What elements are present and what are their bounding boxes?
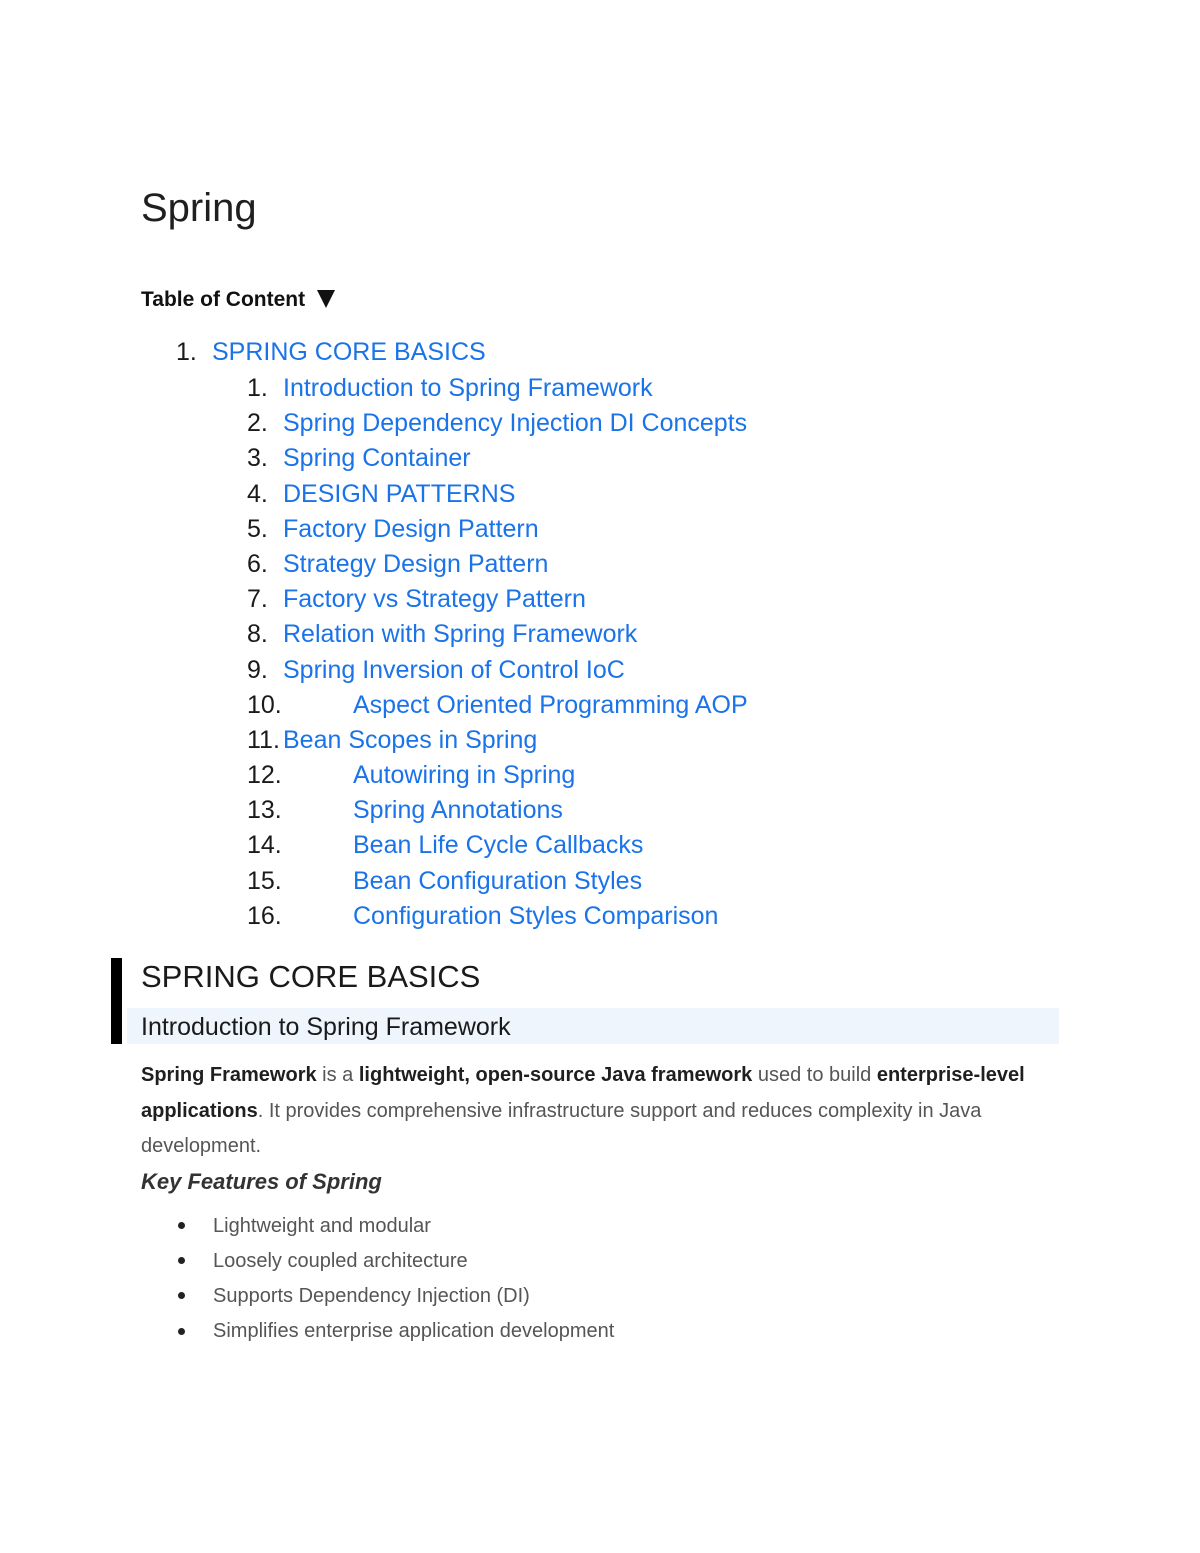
toc-item-number: 5. [247, 514, 268, 543]
toc-item [247, 513, 748, 548]
list-item [176, 1243, 614, 1278]
list-item-text: Loosely coupled architecture [213, 1249, 468, 1272]
section-heading: SPRING CORE BASICS [141, 959, 481, 994]
toc-item [247, 900, 748, 935]
toc-item-number: 14. [247, 831, 282, 860]
toc-item [247, 407, 748, 442]
toc-link[interactable]: Spring Annotations [353, 796, 563, 825]
toc-item [247, 478, 748, 513]
toc-item [247, 548, 748, 583]
toc-link[interactable]: DESIGN PATTERNS [283, 479, 516, 508]
toc-heading-label: Table of Content [141, 288, 306, 311]
toc-link[interactable]: Aspect Oriented Programming AOP [353, 690, 748, 719]
toc-item [247, 759, 748, 794]
para-text: . It provides comprehensive infrastructure support and reduces complexity in Java development. [141, 1099, 982, 1157]
toc-link[interactable]: Strategy Design Pattern [283, 549, 549, 578]
term-lightweight: lightweight, open-source Java framework [358, 1064, 753, 1086]
toc-link[interactable]: Spring Container [283, 444, 471, 473]
list-item [176, 1314, 614, 1349]
toc-item-number: 4. [247, 479, 268, 508]
toc-item-number: 7. [247, 585, 268, 614]
toc-link[interactable]: Bean Configuration Styles [353, 866, 643, 895]
term-spring-framework: Spring Framework [141, 1064, 317, 1086]
toc-link[interactable]: Autowiring in Spring [353, 761, 576, 790]
key-features-list [176, 1208, 614, 1349]
bullet-icon [178, 1222, 185, 1229]
toc-item [247, 583, 748, 618]
toc-link[interactable]: Configuration Styles Comparison [353, 901, 719, 930]
toc-link[interactable]: Relation with Spring Framework [283, 620, 638, 649]
list-item-text: Supports Dependency Injection (DI) [213, 1284, 530, 1307]
bullet-icon [178, 1328, 185, 1335]
toc-item-number: 8. [247, 620, 268, 649]
bullet-icon [178, 1257, 185, 1264]
toc-list [247, 372, 748, 935]
toc-link-spring-core-basics[interactable]: SPRING CORE BASICS [212, 338, 486, 366]
toc-item [247, 689, 748, 724]
document-title: Spring [141, 186, 257, 230]
toc-item [247, 829, 748, 864]
toc-link[interactable]: Bean Scopes in Spring [283, 725, 538, 754]
toc-item-number: 3. [247, 444, 268, 473]
toc-item-number: 12. [247, 761, 282, 790]
toc-link[interactable]: Spring Inversion of Control IoC [283, 655, 625, 684]
toc-item [247, 794, 748, 829]
toc-item [247, 865, 748, 900]
toc-top-number: 1. [176, 338, 197, 366]
list-item [176, 1278, 614, 1313]
para-text: used to build [752, 1064, 877, 1086]
toc-item-number: 16. [247, 901, 282, 930]
list-item-text: Lightweight and modular [213, 1214, 431, 1237]
toc-item [247, 618, 748, 653]
toc-item-number: 6. [247, 549, 268, 578]
toc-item-number: 1. [247, 374, 268, 402]
section-accent-bar [111, 958, 122, 1044]
toc-link[interactable]: Factory vs Strategy Pattern [283, 585, 586, 614]
toc-item [247, 442, 748, 477]
toc-item-number: 15. [247, 866, 282, 895]
toc-link[interactable]: Factory Design Pattern [283, 514, 539, 543]
list-item [176, 1208, 614, 1243]
toc-item [247, 654, 748, 689]
toc-item-number: 11. [247, 725, 280, 754]
toc-item [247, 372, 748, 407]
list-item-text: Simplifies enterprise application development [213, 1320, 615, 1343]
toc-item [247, 724, 748, 759]
bullet-icon [178, 1292, 185, 1299]
toc-collapse-triangle-icon[interactable] [317, 290, 335, 308]
toc-link[interactable]: Bean Life Cycle Callbacks [353, 831, 644, 860]
toc-item-number: 13. [247, 796, 282, 825]
toc-item-number: 2. [247, 409, 268, 438]
key-features-heading: Key Features of Spring [141, 1169, 382, 1194]
para-text: is a [316, 1064, 359, 1086]
toc-heading [141, 286, 335, 314]
subsection-heading: Introduction to Spring Framework [141, 1013, 511, 1041]
toc-link[interactable]: Introduction to Spring Framework [283, 374, 653, 402]
intro-paragraph [141, 1058, 1061, 1165]
toc-item-number: 10. [247, 690, 282, 719]
term-enterprise-apps: enterprise-level applications [141, 1064, 1025, 1122]
toc-link[interactable]: Spring Dependency Injection DI Concepts [283, 409, 748, 438]
toc-item-number: 9. [247, 655, 268, 684]
toc-top-item [176, 336, 486, 368]
